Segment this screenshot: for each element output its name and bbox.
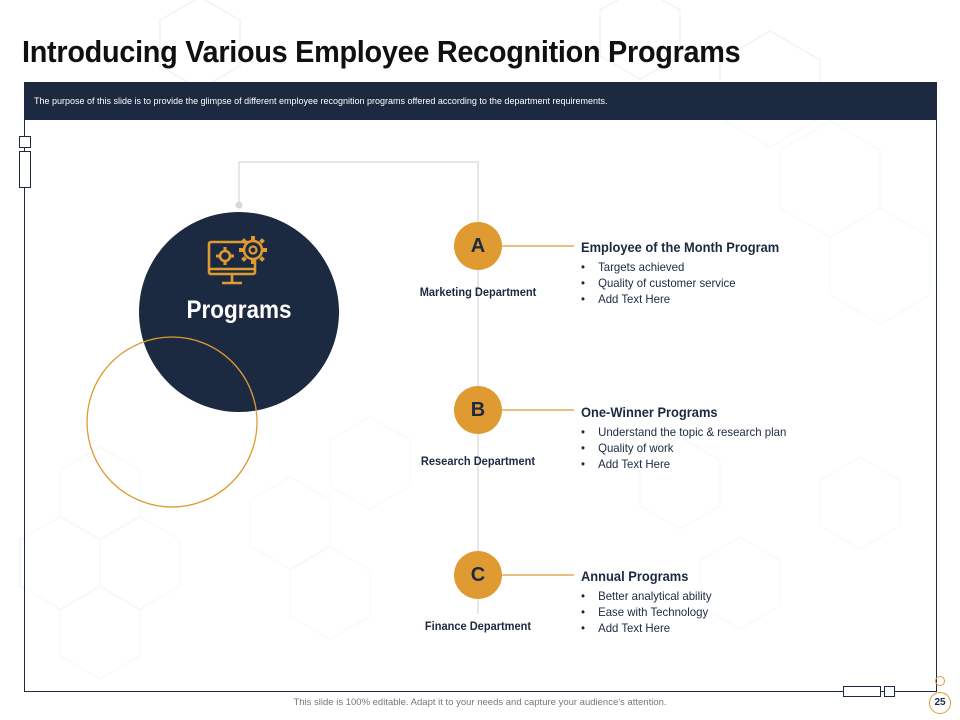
bullet-item: • Ease with Technology	[581, 604, 712, 620]
bullet-item: • Quality of work	[581, 440, 786, 456]
description-banner: The purpose of this slide is to provide the glimpse of different employee recognition programs offered according to the department requirements.	[24, 82, 937, 120]
program-title-a: Employee of the Month Program	[581, 239, 780, 255]
footer-note: This slide is 100% editable. Adapt it to your needs and capture your audience's attention.	[293, 697, 667, 708]
program-bullets-a	[581, 259, 744, 307]
bullet-item: • Targets achieved	[581, 259, 736, 275]
bullet-item: • Add Text Here	[581, 456, 786, 472]
department-label-finance: Finance Department	[424, 619, 532, 633]
programs-label: Programs	[186, 296, 292, 324]
department-label-marketing: Marketing Department	[419, 285, 537, 299]
computer-gears-icon	[206, 234, 272, 294]
program-title-b: One-Winner Programs	[581, 404, 718, 420]
step-b-badge: B	[454, 386, 502, 434]
bullet-item: • Quality of customer service	[581, 275, 736, 291]
bullet-item: • Add Text Here	[581, 620, 712, 636]
bullet-item: • Add Text Here	[581, 291, 736, 307]
decorative-ring	[935, 676, 945, 686]
step-c-badge: C	[454, 551, 502, 599]
bullet-item: • Better analytical ability	[581, 588, 712, 604]
program-title-c: Annual Programs	[581, 568, 689, 584]
slide-title: Introducing Various Employee Recognition Programs	[22, 34, 741, 69]
page-number: 25	[929, 692, 951, 714]
step-a-badge: A	[454, 222, 502, 270]
department-label-research: Research Department	[420, 454, 536, 468]
bullet-item: • Understand the topic & research plan	[581, 424, 786, 440]
program-bullets-c	[581, 588, 718, 636]
program-bullets-b	[581, 424, 797, 472]
